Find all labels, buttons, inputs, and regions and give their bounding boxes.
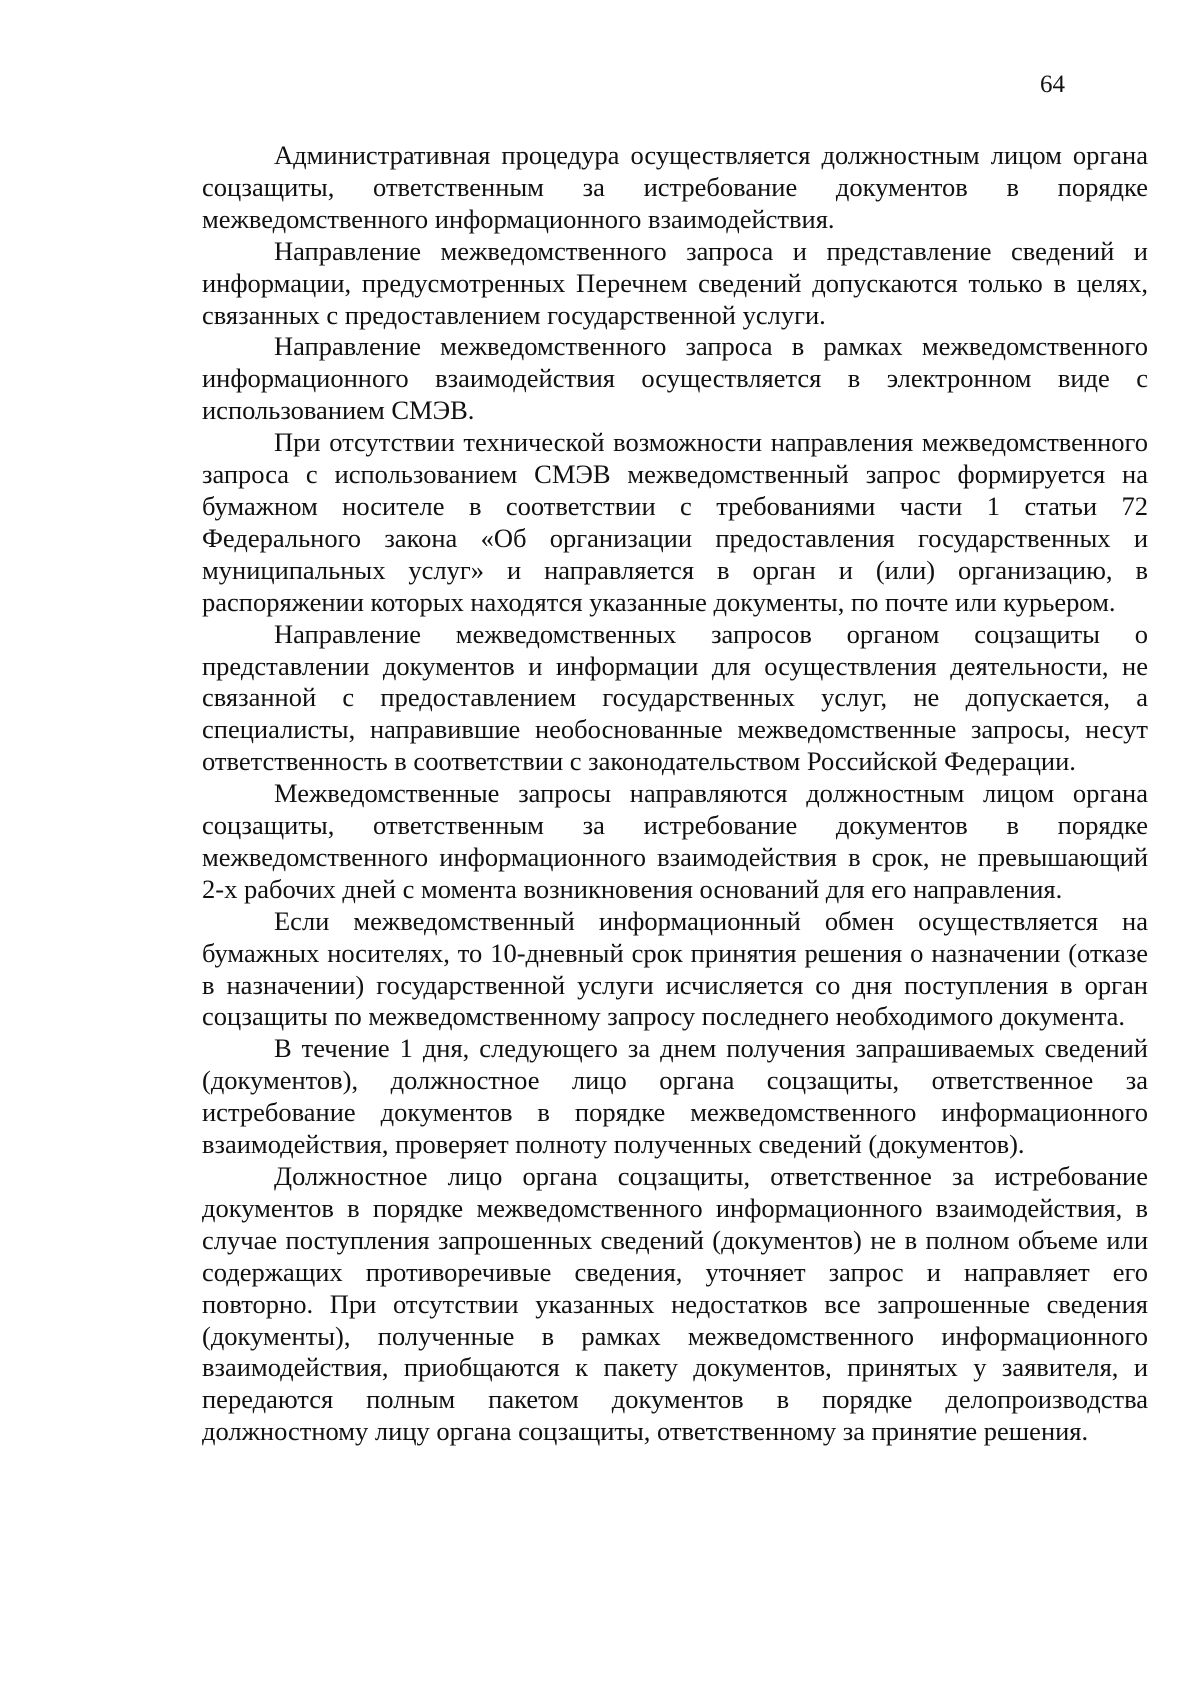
- paragraph-2: Направление межведомственного запроса и представление сведений и информации, предусмотренных Перечнем сведений допускаются только в целях, связанных с предоставлением государственной услуги.: [202, 235, 1148, 330]
- paragraph-1: Административная процедура осуществляется должностным лицом органа соцзащиты, ответственным за истребование документов в порядке межведомственного информационного взаимодействия.: [202, 140, 1148, 234]
- paragraph-6: Межведомственные запросы направляются должностным лицом органа соцзащиты, ответственным за истребование документов в порядке межведомственного информационного взаимодействия в срок, не превышающий 2-х рабочих дней с момента возникновения оснований для его направления.: [202, 778, 1148, 904]
- paragraph-3: Направление межведомственного запроса в рамках межведомственного информационного взаимодействия осуществляется в электронном виде с использованием СМЭВ.: [202, 331, 1148, 426]
- paragraph-5: Направление межведомственных запросов органом соцзащиты о представлении документов и информации для осуществления деятельности, не связанной с предоставлением государственных услуг, не допускается, а специалисты, направившие необоснованные межведомственные запросы, несут ответственность в соответствии с законодательством Российской Федерации.: [202, 618, 1148, 777]
- paragraph-9: Должностное лицо органа соцзащиты, ответственное за истребование документов в порядке межведомственного информационного взаимодействия, в случае поступления запрошенных сведений (документов) не в полном объеме или содержащих противоречивые сведения, уточняет запрос и направляет его повторно. При отсутствии указанных недостатков все запрошенные сведения (документы), полученные в рамках межведомственного информационного взаимодействия, приобщаются к пакету документов, принятых у заявителя, и передаются полным пакетом документов в порядке делопроизводства должностному лицу органа соцзащиты, ответственному за принятие решения.: [202, 1161, 1148, 1447]
- paragraph-7: Если межведомственный информационный обмен осуществляется на бумажных носителях, то 10-дневный срок принятия решения о назначении (отказе в назначении) государственной услуги исчисляется со дня поступления в орган соцзащиты по межведомственному запросу последнего необходимого документа.: [202, 905, 1148, 1032]
- page-number: 64: [1040, 71, 1065, 98]
- paragraph-8: В течение 1 дня, следующего за днем получения запрашиваемых сведений (документов), должностное лицо органа соцзащиты, ответственное за истребование документов в порядке межведомственного информационного взаимодействия, проверяет полноту полученных сведений (документов).: [202, 1033, 1148, 1160]
- paragraph-4: При отсутствии технической возможности направления межведомственного запроса с использованием СМЭВ межведомственный запрос формируется на бумажном носителе в соответствии с требованиями части 1 статьи 72 Федерального закона «Об организации предоставления государственных и муниципальных услуг» и направляется в орган и (или) организацию, в распоряжении которых находятся указанные документы, по почте или курьером.: [202, 427, 1148, 617]
- document-body: [202, 140, 1148, 1448]
